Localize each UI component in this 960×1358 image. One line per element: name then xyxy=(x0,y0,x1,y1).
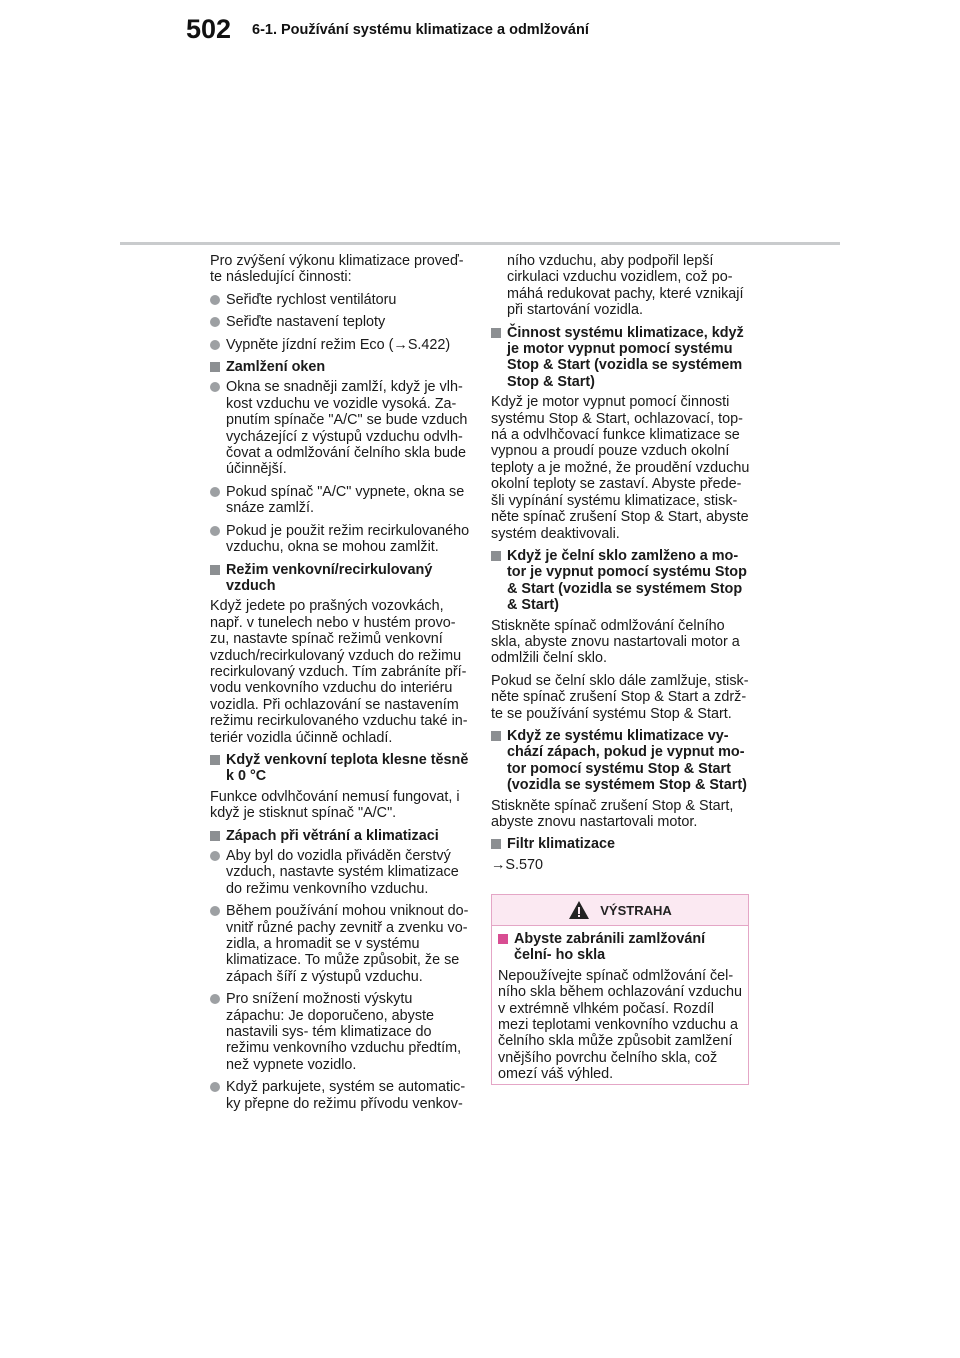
paragraph-zapach-stop-start: Stiskněte spínač zrušení Stop & Start, abyste znovu nastartovali motor. xyxy=(491,797,734,830)
subheading-zapach: Zápach při větrání a klimatizaci xyxy=(210,828,474,844)
subheading-zapach-stop-start: Když ze systému klimatizace vy- chází zápach, pokud je vypnut mo- tor pomocí systému Stop & Start (vozidla se systémem Stop & Start) xyxy=(491,728,755,794)
subheading-zamlzeni: Zamlžení oken xyxy=(210,359,474,375)
bullet-item: Seřiďte rychlost ventilátoru xyxy=(210,292,474,308)
paragraph-teplota: Funkce odvlhčování nemusí fungovat, i když je stisknut spínač "A/C". xyxy=(210,788,460,822)
warning-triangle-icon xyxy=(568,900,590,920)
bullet-item: Seřiďte nastavení teploty xyxy=(210,314,474,330)
header-divider xyxy=(120,242,840,245)
bullet-item: Pokud je použit režim recirkulovaného vzduchu, okna se mohou zamlžit. xyxy=(210,523,474,556)
subheading-rezim: Režim venkovní/recirkulovaný vzduch xyxy=(210,562,474,595)
paragraph-celni-sklo-2: Pokud se čelní sklo dále zamlžuje, stisk- něte spínač zrušení Stop & Start a zdrž- te se používání systému Stop & Start. xyxy=(491,672,749,722)
bullet-item: Aby byl do vozidla přiváděn čerstvý vzduch, nastavte systém klimatizace do režimu venkovního vzduchu. xyxy=(210,848,474,897)
paragraph-continuation: ního vzduchu, aby podpořil lepší cirkulaci vzduchu vozidlem, což po- máhá redukovat pachy, které vznikají při startování vozidla. xyxy=(507,253,744,319)
bullet-item: Pro snížení možnosti výskytu zápachu: Je doporučeno, abyste nastavili sys- tém klimatizace do režimu venkovního vzduchu předtím, než vypnete vozidlo. xyxy=(210,991,474,1073)
warning-title: VÝSTRAHA xyxy=(600,902,672,918)
intro-paragraph: Pro zvýšení výkonu klimatizace proveď- te následující činnosti: xyxy=(210,253,464,286)
warning-heading: Abyste zabránili zamlžování čelní- ho skla xyxy=(498,931,742,964)
subheading-teplota: Když venkovní teplota klesne těsně k 0 °C xyxy=(210,752,474,785)
bullet-item: Okna se snadněji zamlží, když je vlh- kost vzduchu ve vozidle vysoká. Za- pnutím spínače "A/C" se bude vzduch vycházející z výstupů vzduchu odvlh- čovat a odmlžování čelního skla bude účinnější. xyxy=(210,379,474,477)
bullet-item: Během používání mohou vniknout do- vnitř různé pachy zevnitř a zvenku vo- zidla, a hromadit se v systému klimatizace. To může způsobit, že se zápach šíří z výstupů vzduchu. xyxy=(210,903,474,985)
subheading-celni-sklo: Když je čelní sklo zamlženo a mo- tor je vypnut pomocí systému Stop & Start (vozidla se systémem Stop & Start) xyxy=(491,548,755,614)
bullet-item: Když parkujete, systém se automatic- ky přepne do režimu přívodu venkov- xyxy=(210,1079,474,1112)
warning-body xyxy=(492,926,748,1083)
subheading-stop-start: Činnost systému klimatizace, když je motor vypnut pomocí systému Stop & Start (vozidla se systémem Stop & Start) xyxy=(491,325,755,391)
paragraph-stop-start: Když je motor vypnut pomocí činnosti systému Stop & Start, ochlazovací, top- ná a odvlhčovací funkce klimatizace se vypnou a proudí pouze vzduch okolní teploty a je možné, že proudění vzduchu okolní teploty se zastaví. Abyste přede- šli vypínání systému klimatizace, stisk- něte spínač zrušení Stop & Start, abyste systém deaktivovali. xyxy=(491,394,750,542)
bullet-item: Vypněte jízdní režim Eco (→S.422) xyxy=(210,337,474,353)
warning-header xyxy=(492,895,748,926)
page-number: 502 xyxy=(186,14,232,44)
bullet-item: Pokud spínač "A/C" vypnete, okna se snáze zamlží. xyxy=(210,484,474,517)
paragraph-rezim: Když jedete po prašných vozovkách, např. v tunelech nebo v hustém provo- zu, nastavte spínač režimů venkovní vzduch/recirkulovaný vzduch do režimu recirkulovaný vzduch. Tím zabráníte pří- vodu venkovního vzduchu do interiéru vozidla. Při ochlazování se nastavením režimu recirkulovaného vzduchu také in- teriér vozidla účinně ochladí. xyxy=(210,598,468,746)
paragraph-celni-sklo-1: Stiskněte spínač odmlžování čelního skla, abyste znovu nastartovali motor a odmlžili čelní sklo. xyxy=(491,617,740,667)
left-column xyxy=(210,253,474,1118)
subheading-filtr: Filtr klimatizace xyxy=(491,836,755,852)
section-title: 6-1. Používání systému klimatizace a odmlžování xyxy=(252,22,589,38)
warning-text: Nepoužívejte spínač odmlžování čel- ního skla během ochlazování vzduchu v extrémně vlhkém počasí. Rozdíl mezi teplotami venkovního vzduchu a čelního skla může způsobit zamlžení vnějšího povrchu čelního skla, což omezí váš výhled. xyxy=(498,967,742,1083)
warning-box xyxy=(491,894,749,1085)
page-reference-link[interactable]: →S.570 xyxy=(491,856,543,873)
right-column xyxy=(491,253,755,879)
